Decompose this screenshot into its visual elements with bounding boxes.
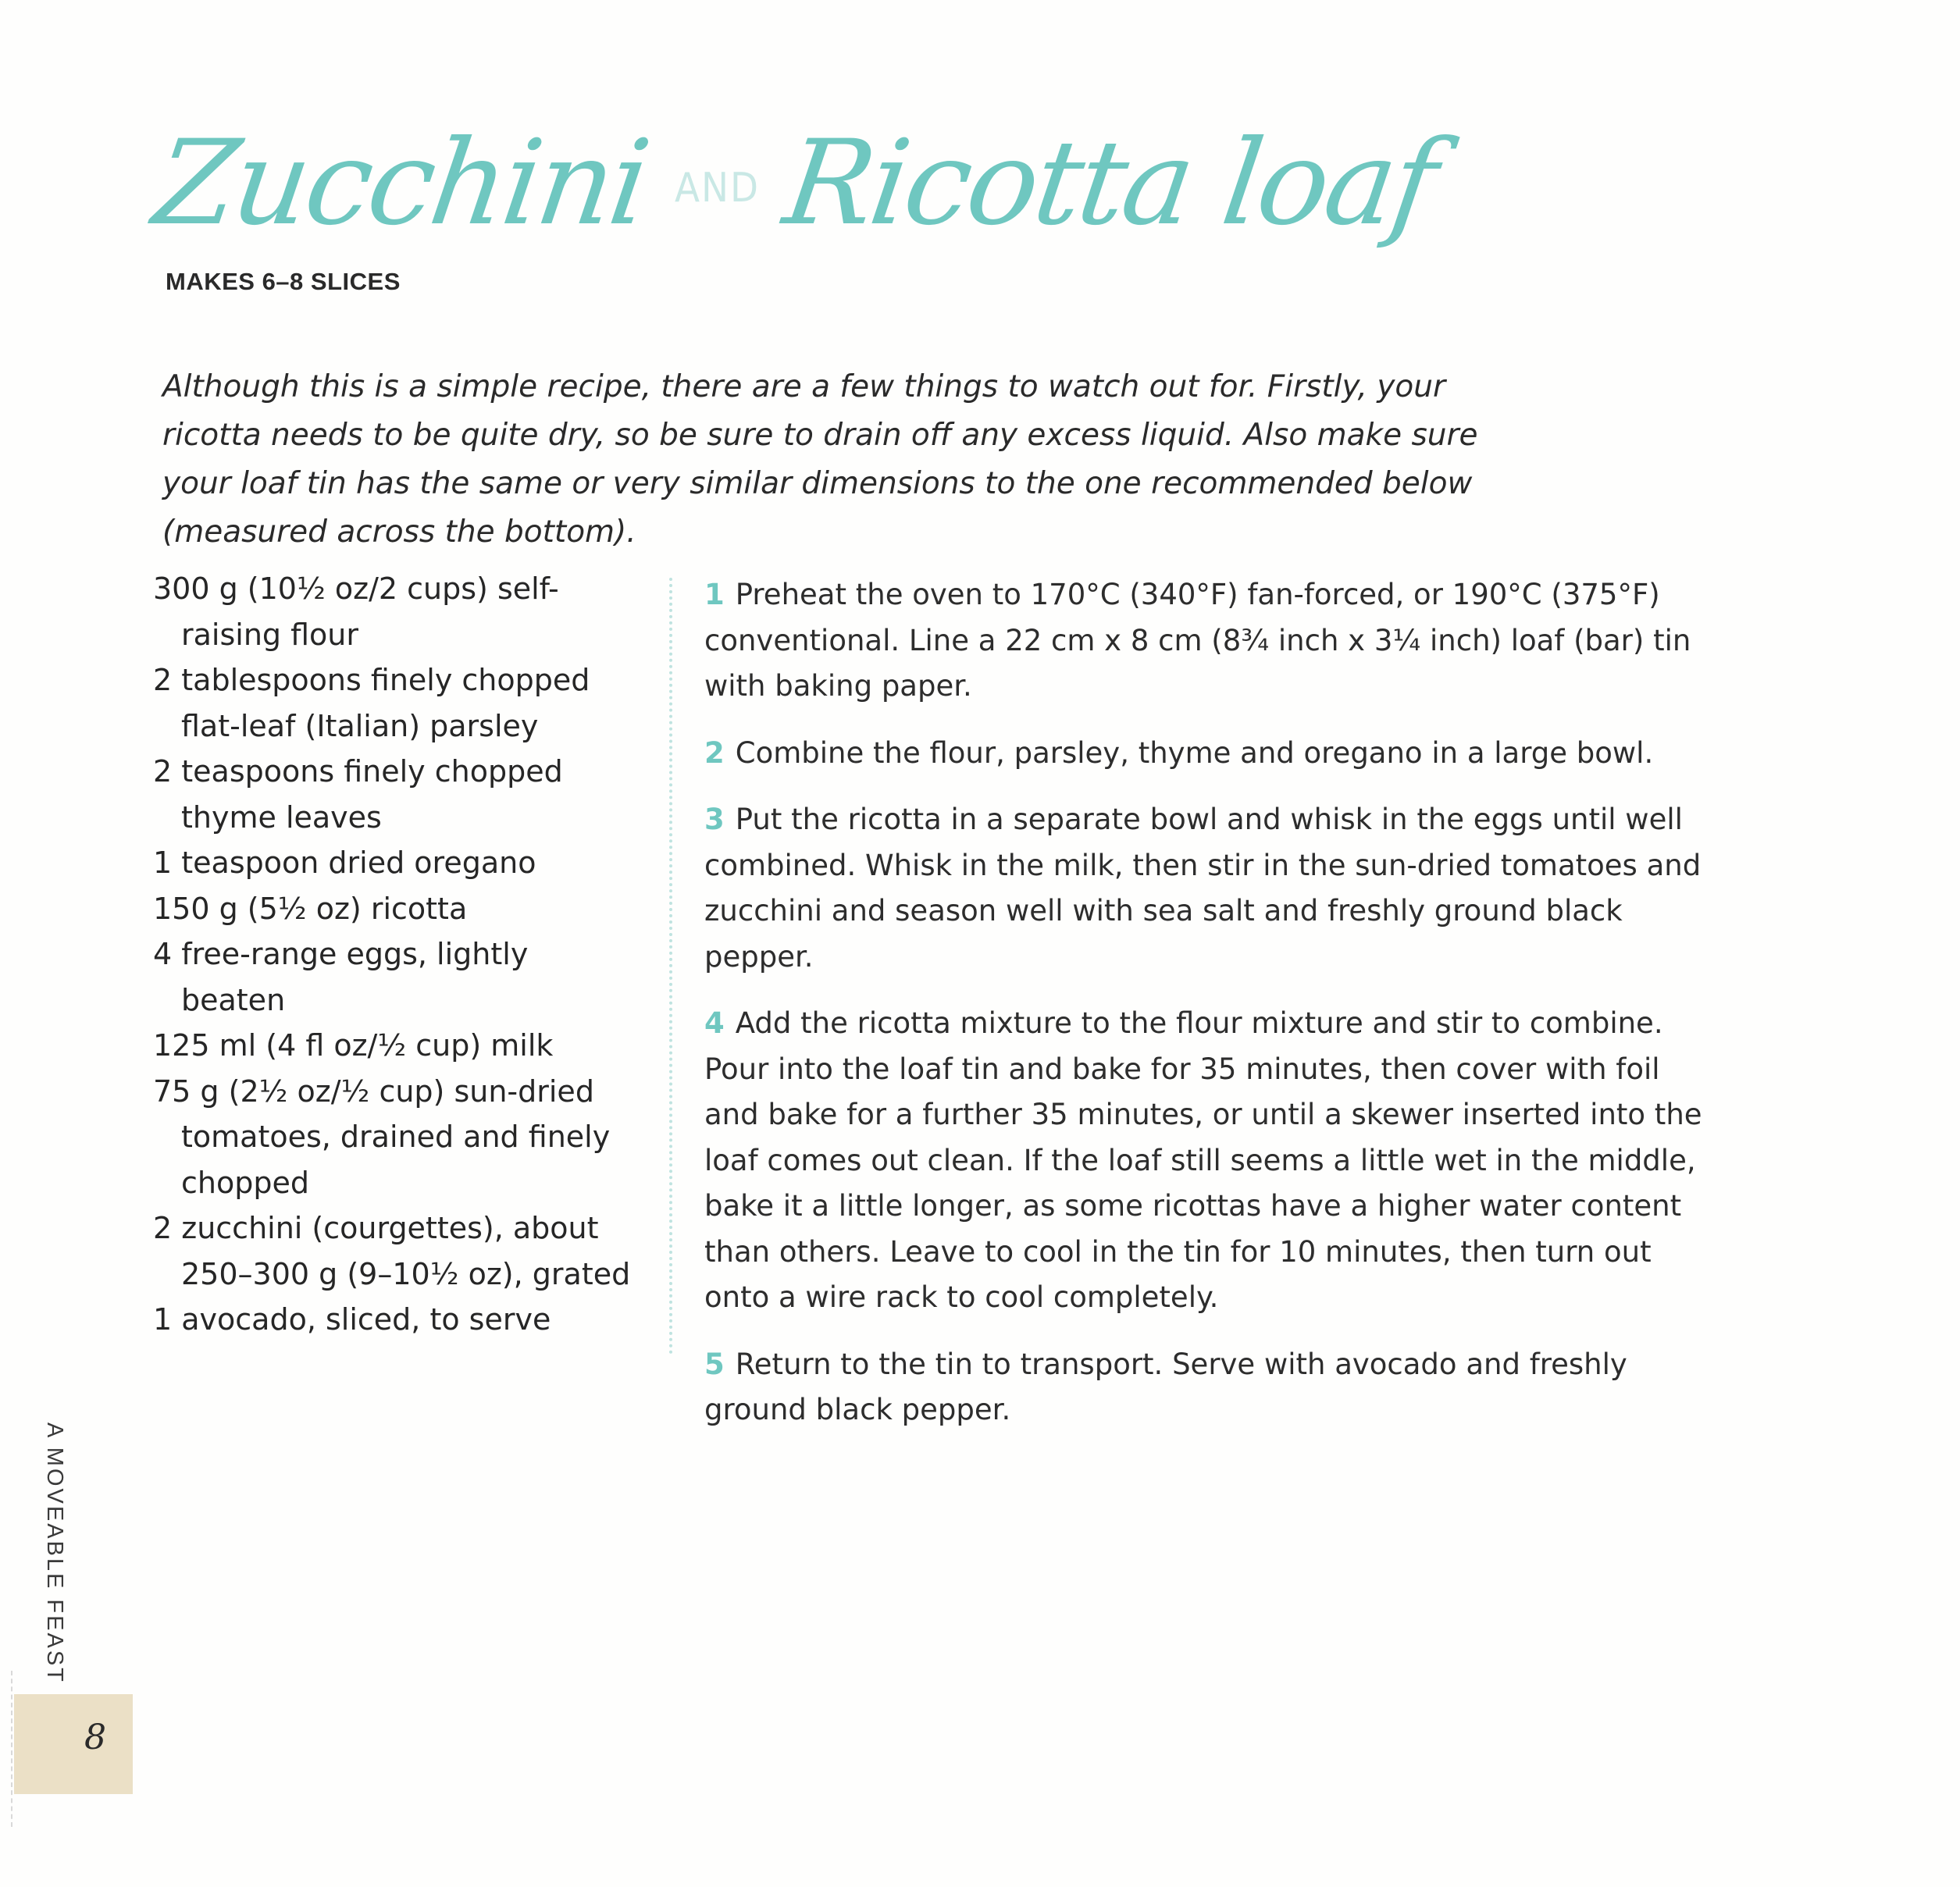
- step-text: Put the ricotta in a separate bowl and whisk in the eggs until well combined. Whisk in the milk, then stir in the sun-dried tomatoes and zucchini and season well with sea salt and freshly ground black pepper.: [704, 803, 1702, 974]
- recipe-intro: Although this is a simple recipe, there are a few things to watch out for. Firstly, your ricotta needs to be quite dry, so be sure to drain off any excess liquid. Also make sure your loaf tin has the same or very similar dimensions to the one recommended below (measured across the bottom).: [162, 369, 1478, 550]
- ingredient-item: 1 teaspoon dried oregano: [153, 846, 536, 880]
- yield-label: MAKES 6–8 SLICES: [166, 268, 401, 295]
- method-step: [704, 572, 1719, 710]
- method-step: [704, 1342, 1719, 1433]
- title-ricotta-loaf: Ricotta loaf: [776, 116, 1443, 251]
- ingredient-item: 125 ml (4 fl oz/½ cup) milk: [153, 1028, 554, 1063]
- method-step: [704, 797, 1719, 980]
- page-number: 8: [84, 1718, 106, 1757]
- ingredient-item: 150 g (5½ oz) ricotta: [153, 891, 468, 926]
- method-step: [704, 1001, 1719, 1321]
- step-number: 4: [704, 1006, 725, 1040]
- title-zucchini: Zucchini: [146, 116, 655, 251]
- running-title-text: A MOVEABLE FEAST: [42, 1422, 67, 1684]
- ingredient-item: 1 avocado, sliced, to serve: [153, 1302, 551, 1337]
- recipe-title: [146, 116, 1443, 281]
- ingredients-list: [153, 566, 637, 1343]
- ingredient-item: 2 zucchini (courgettes), about 250–300 g (9–10½ oz), grated: [153, 1211, 631, 1291]
- step-text: Return to the tin to transport. Serve with avocado and freshly ground black pepper.: [704, 1347, 1627, 1426]
- ingredient-item: 4 free-range eggs, lightly beaten: [153, 937, 529, 1017]
- method-steps: [704, 572, 1719, 1454]
- step-number: 3: [704, 803, 725, 836]
- step-text: Preheat the oven to 170°C (340°F) fan-forced, or 190°C (375°F) conventional. Line a 22 cm x 8 cm (8¾ inch x 3¼ inch) loaf (bar) tin with baking paper.: [704, 578, 1691, 703]
- step-number: 2: [704, 735, 725, 770]
- running-title: [37, 1422, 77, 1684]
- page-edge-mark: [11, 1671, 12, 1827]
- ingredient-item: 300 g (10½ oz/2 cups) self-raising flour: [153, 571, 559, 652]
- method-step: [704, 731, 1719, 777]
- ingredient-item: 2 tablespoons finely chopped flat-leaf (Italian) parsley: [153, 663, 590, 743]
- ingredient-item: 75 g (2½ oz/½ cup) sun-dried tomatoes, drained and finely chopped: [153, 1073, 611, 1200]
- step-text: Combine the flour, parsley, thyme and oregano in a large bowl.: [735, 735, 1654, 770]
- title-and: AND: [675, 165, 761, 212]
- step-number: 5: [704, 1347, 725, 1381]
- page-number-tab: [14, 1694, 133, 1794]
- column-divider: [669, 578, 672, 1355]
- step-number: 1: [704, 578, 725, 611]
- step-text: Add the ricotta mixture to the flour mixture and stir to combine. Pour into the loaf tin and bake for 35 minutes, then cover with foil and bake for a further 35 minutes, or until a skewer inserted into the loaf comes out clean. If the loaf still seems a little wet in the middle, bake it a little longer, as some ricottas have a higher water content than others. Leave to cool in the tin for 10 minutes, then turn out onto a wire rack to cool completely.: [704, 1006, 1702, 1314]
- ingredient-item: 2 teaspoons finely chopped thyme leaves: [153, 754, 563, 835]
